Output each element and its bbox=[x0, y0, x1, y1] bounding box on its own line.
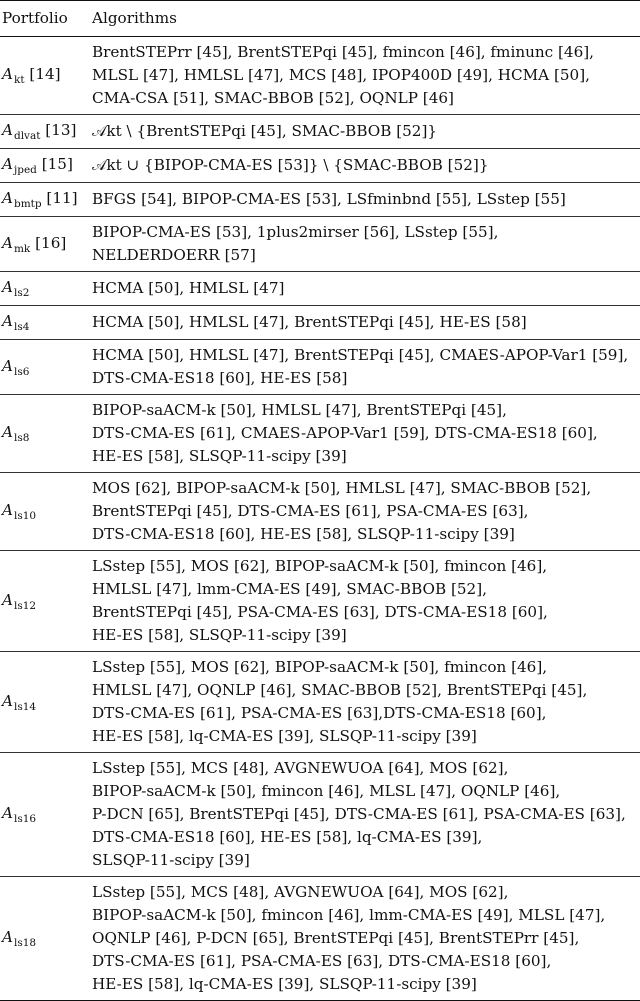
header-algorithms: Algorithms bbox=[92, 9, 177, 27]
table-body bbox=[0, 1, 640, 1001]
portfolio-cell bbox=[0, 217, 85, 272]
algorithms-line: DTS-CMA-ES [61], PSA-CMA-ES [63],DTS-CMA-ES18 [60], bbox=[92, 704, 547, 722]
algorithms-line: LSstep [55], MCS [48], AVGNEWUOA [64], MOS [62], bbox=[92, 759, 509, 777]
portfolio-cell bbox=[0, 306, 85, 340]
algorithms-line: NELDERDOERR [57] bbox=[92, 246, 256, 264]
portfolio-subscript: ls2 bbox=[13, 287, 30, 299]
algorithms-line: OQNLP [46], P-DCN [65], BrentSTEPqi [45], BrentSTEPrr [45], bbox=[92, 929, 580, 947]
table-row bbox=[0, 551, 640, 652]
algorithms-line: DTS-CMA-ES18 [60], HE-ES [58], lq-CMA-ES [39], bbox=[92, 828, 483, 846]
table-row bbox=[0, 183, 640, 217]
algorithms-line: LSstep [55], MOS [62], BIPOP-saACM-k [50], fmincon [46], bbox=[92, 557, 548, 575]
algorithms-line: SLSQP-11-scipy [39] bbox=[92, 851, 250, 869]
algorithms-line: DTS-CMA-ES18 [60], HE-ES [58], SLSQP-11-scipy [39] bbox=[92, 525, 515, 543]
portfolio-subscript: kt bbox=[13, 74, 25, 86]
algorithms-cell bbox=[85, 115, 640, 149]
algorithms-line: BrentSTEPqi [45], PSA-CMA-ES [63], DTS-CMA-ES18 [60], bbox=[92, 603, 548, 621]
portfolio-citation: [16] bbox=[35, 233, 67, 252]
algorithms-line: BIPOP-saACM-k [50], HMLSL [47], BrentSTEPqi [45], bbox=[92, 401, 507, 419]
portfolio-subscript: mk bbox=[13, 242, 31, 255]
algorithms-line: DTS-CMA-ES [61], CMAES-APOP-Var1 [59], DTS-CMA-ES18 [60], bbox=[92, 424, 598, 442]
algorithms-line: HE-ES [58], lq-CMA-ES [39], SLSQP-11-scipy [39] bbox=[92, 727, 477, 745]
portfolio-symbol: A bbox=[2, 590, 13, 609]
portfolio-subscript: dlvat bbox=[13, 130, 41, 142]
portfolio-subscript: ls8 bbox=[13, 432, 30, 444]
algorithms-line: HCMA [50], HMLSL [47], BrentSTEPqi [45], CMAES-APOP-Var1 [59], bbox=[92, 346, 629, 364]
algorithms-line: P-DCN [65], BrentSTEPqi [45], DTS-CMA-ES [61], PSA-CMA-ES [63], bbox=[92, 805, 626, 823]
portfolio-subscript: ls16 bbox=[13, 813, 37, 825]
algorithms-line: DTS-CMA-ES [61], PSA-CMA-ES [63], DTS-CMA-ES18 [60], bbox=[92, 952, 552, 970]
portfolio-cell bbox=[0, 652, 85, 753]
portfolio-symbol: A bbox=[2, 691, 13, 710]
portfolio-cell bbox=[0, 877, 85, 1001]
algorithms-cell bbox=[85, 877, 640, 1001]
table-row bbox=[0, 306, 640, 340]
algorithms-line: HCMA [50], HMLSL [47], BrentSTEPqi [45], HE-ES [58] bbox=[92, 313, 527, 331]
portfolio-subscript: ls6 bbox=[13, 365, 30, 378]
portfolio-cell bbox=[0, 115, 85, 149]
portfolio-symbol: A bbox=[2, 278, 13, 296]
portfolio-cell bbox=[0, 551, 85, 652]
portfolio-cell bbox=[0, 37, 85, 115]
portfolio-symbol: A bbox=[2, 155, 13, 173]
algorithms-line: HE-ES [58], SLSQP-11-scipy [39] bbox=[92, 447, 347, 465]
algorithms-cell bbox=[85, 217, 640, 272]
algorithms-line: BrentSTEPqi [45], DTS-CMA-ES [61], PSA-CMA-ES [63], bbox=[92, 502, 529, 520]
algorithms-line: LSstep [55], MOS [62], BIPOP-saACM-k [50], fmincon [46], bbox=[92, 658, 548, 676]
portfolio-cell bbox=[0, 340, 85, 395]
portfolio-symbol: A bbox=[2, 928, 13, 946]
algorithms-cell bbox=[85, 753, 640, 877]
portfolio-subscript: ls12 bbox=[13, 599, 37, 612]
algorithms-line: HMLSL [47], lmm-CMA-ES [49], SMAC-BBOB [52], bbox=[92, 580, 487, 598]
portfolio-cell bbox=[0, 183, 85, 217]
algorithms-cell bbox=[85, 473, 640, 551]
table-row bbox=[0, 37, 640, 115]
algorithms-cell bbox=[85, 183, 640, 217]
portfolio-subscript: ls14 bbox=[13, 700, 37, 713]
portfolio-subscript: ls18 bbox=[13, 937, 37, 949]
algorithms-line: DTS-CMA-ES18 [60], HE-ES [58] bbox=[92, 369, 348, 387]
algorithms-cell bbox=[85, 272, 640, 306]
algorithms-cell bbox=[85, 37, 640, 115]
table-row bbox=[0, 395, 640, 473]
table-row bbox=[0, 877, 640, 1001]
portfolio-citation: [15] bbox=[41, 155, 73, 173]
portfolio-symbol: A bbox=[2, 501, 13, 519]
algorithms-line: HE-ES [58], lq-CMA-ES [39], SLSQP-11-scipy [39] bbox=[92, 975, 477, 993]
algorithms-line: BrentSTEPrr [45], BrentSTEPqi [45], fmincon [46], fminunc [46], bbox=[92, 43, 594, 61]
table-row bbox=[0, 652, 640, 753]
table-row bbox=[0, 473, 640, 551]
portfolio-symbol: A bbox=[2, 423, 13, 441]
portfolio-cell bbox=[0, 753, 85, 877]
algorithms-cell bbox=[85, 340, 640, 395]
table-row bbox=[0, 340, 640, 395]
algorithms-line: 𝒜kt ∪ {BIPOP-CMA-ES [53]} \ {SMAC-BBOB [52]} bbox=[92, 156, 489, 174]
algorithms-line: HCMA [50], HMLSL [47] bbox=[92, 279, 285, 297]
portfolio-symbol: A bbox=[2, 804, 13, 822]
portfolio-subscript: bmtp bbox=[13, 198, 42, 210]
table-row bbox=[0, 753, 640, 877]
algorithms-cell bbox=[85, 149, 640, 183]
algorithms-line: HE-ES [58], SLSQP-11-scipy [39] bbox=[92, 626, 347, 644]
algorithms-line: BIPOP-saACM-k [50], fmincon [46], lmm-CMA-ES [49], MLSL [47], bbox=[92, 906, 606, 924]
portfolio-cell bbox=[0, 272, 85, 306]
portfolio-cell bbox=[0, 149, 85, 183]
portfolio-symbol: A bbox=[2, 312, 13, 330]
portfolio-cell bbox=[0, 473, 85, 551]
algorithms-line: LSstep [55], MCS [48], AVGNEWUOA [64], MOS [62], bbox=[92, 883, 509, 901]
algorithms-line: HMLSL [47], OQNLP [46], SMAC-BBOB [52], BrentSTEPqi [45], bbox=[92, 681, 588, 699]
table-row bbox=[0, 272, 640, 306]
table-header-row bbox=[0, 1, 640, 37]
algorithms-line: CMA-CSA [51], SMAC-BBOB [52], OQNLP [46] bbox=[92, 89, 454, 107]
portfolio-subscript: ls10 bbox=[13, 510, 37, 522]
algorithms-cell bbox=[85, 395, 640, 473]
table-row bbox=[0, 149, 640, 183]
algorithms-line: BIPOP-CMA-ES [53], 1plus2mirser [56], LSstep [55], bbox=[92, 223, 499, 241]
algorithms-line: BIPOP-saACM-k [50], fmincon [46], MLSL [47], OQNLP [46], bbox=[92, 782, 561, 800]
portfolio-symbol: A bbox=[2, 65, 13, 83]
portfolio-citation: [11] bbox=[46, 189, 78, 207]
portfolio-citation: [13] bbox=[45, 121, 77, 139]
portfolio-cell bbox=[0, 395, 85, 473]
table-row bbox=[0, 217, 640, 272]
algorithms-line: MLSL [47], HMLSL [47], MCS [48], IPOP400D [49], HCMA [50], bbox=[92, 66, 590, 84]
table-row bbox=[0, 115, 640, 149]
portfolio-subscript: ls4 bbox=[13, 321, 30, 333]
portfolio-citation: [14] bbox=[29, 65, 61, 83]
header-portfolio: Portfolio bbox=[2, 9, 68, 27]
portfolio-symbol: A bbox=[2, 121, 13, 139]
algorithms-cell bbox=[85, 306, 640, 340]
algorithms-line: BFGS [54], BIPOP-CMA-ES [53], LSfminbnd [55], LSstep [55] bbox=[92, 190, 566, 208]
portfolio-subscript: jped bbox=[13, 164, 37, 176]
algorithms-line: 𝒜kt \ {BrentSTEPqi [45], SMAC-BBOB [52]} bbox=[92, 122, 438, 140]
algorithms-cell bbox=[85, 652, 640, 753]
portfolio-symbol: A bbox=[2, 356, 13, 375]
portfolio-symbol: A bbox=[2, 189, 13, 207]
algorithms-cell bbox=[85, 551, 640, 652]
algorithms-line: MOS [62], BIPOP-saACM-k [50], HMLSL [47], SMAC-BBOB [52], bbox=[92, 479, 592, 497]
portfolio-symbol: A bbox=[2, 233, 13, 252]
